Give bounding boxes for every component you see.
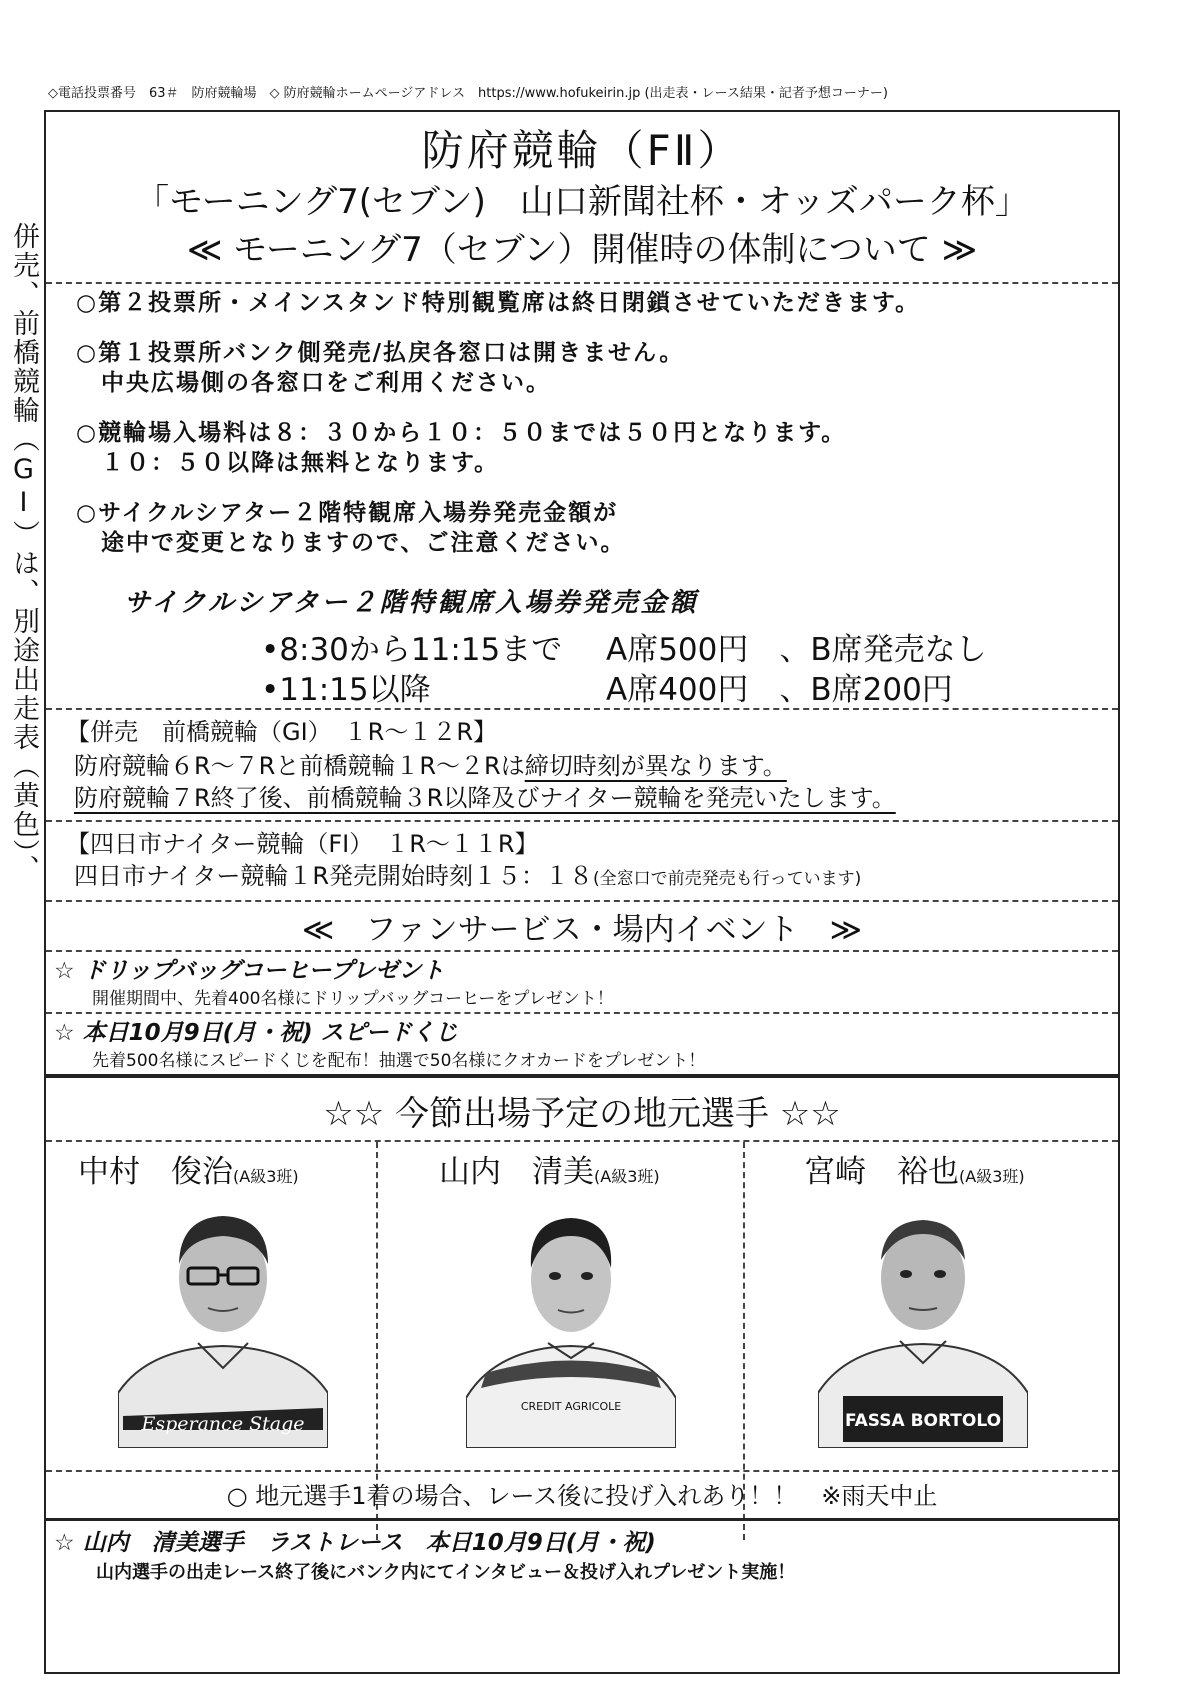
notice-item: ○サイクルシアター２階特観席入場券発売金額が [76,500,619,526]
maebashi-line-b: 締切時刻が異なります。 [524,752,787,780]
price-heading: サイクルシアター２階特観席入場券発売金額 [124,588,699,618]
maebashi-heading: 【併売 前橋競輪（GⅠ） １R～１２R】 [66,718,498,746]
divider [46,900,1118,902]
maebashi-line [74,746,787,781]
yokkaichi-heading: 【四日市ナイター競輪（FⅠ） １R～１１R】 [66,830,539,858]
event-description: 先着500名様にスピードくじを配布！抽選で50名様にクオカードをプレゼント！ [92,1051,706,1071]
notice-item: １０：５０以降は無料となります。 [76,450,500,476]
last-race-description: 山内選手の出走レース終了後にバンク内にてインタビュー＆投げ入れプレゼント実施！ [96,1562,796,1583]
header-line: ◇電話投票番号 63＃ 防府競輪場 ◇ 防府競輪ホームページアドレス https://www.hofukeirin.jp (出走表・レース結果・記者予想コーナー) [48,86,888,101]
last-race-title: ☆ 山内 清美選手 ラストレース 本日10月9日(月・祝) [54,1530,656,1556]
divider [46,708,1118,710]
notice-item: 途中で変更となりますので、ご注意ください。 [76,530,626,556]
maebashi-line: 防府競輪７R終了後、前橋競輪３R以降及びナイター競輪を発売いたします。 [74,784,896,812]
rider-photo [466,1198,676,1448]
divider [46,1470,1118,1472]
rider-name: 中村 俊治(A級3班) [78,1154,299,1190]
yokkaichi-note: (全窓口で前売発売も行っています) [593,869,862,889]
notice-item: ○第２投票所・メインスタンド特別観覧席は終日閉鎖させていただきます。 [76,290,921,316]
price-time: •11:15以降 [261,672,431,708]
divider [46,820,1118,822]
event-subtitle: 「モーニング7(セブン) 山口新聞社杯・オッズパーク杯」 [135,182,1029,222]
event-description: 開催期間中、先着400名様にドリップバッグコーヒーをプレゼント！ [92,989,614,1009]
riders-box [44,1076,1120,1674]
yokkaichi-time: 四日市ナイター競輪１R発売開始時刻１５：１８ [74,862,593,890]
bonus-line: ○ 地元選手1着の場合、レース後に投げ入れあり！！ ※雨天中止 [226,1482,938,1510]
side-note: 併売、前橋競輪（GⅠ）は、別途出走表（黄色）、 [8,222,39,884]
notice-heading: ≪ モーニング7（セブン）開催時の体制について ≫ [186,230,978,270]
rider-photo [118,1198,328,1448]
event-title: ☆ ドリップバッグコーヒープレゼント [54,958,445,984]
notice-item: ○競輪場入場料は８：３０から１０：５０までは５０円となります。 [76,420,847,446]
yokkaichi-line [74,856,861,891]
price-value: A席400円 、B席200円 [606,672,953,708]
fan-service-heading: ≪ ファンサービス・場内イベント ≫ [301,912,863,948]
notice-item: 中央広場側の各窓口をご利用ください。 [76,370,551,396]
riders-heading: ☆☆ 今節出場予定の地元選手 ☆☆ [323,1094,841,1134]
main-notice-box [44,110,1120,1076]
divider [46,1140,1118,1142]
maebashi-line-a: 防府競輪６R～７Rと前橋競輪１R～２Rは [74,752,525,780]
event-title: ☆ 本日10月9日(月・祝) スピードくじ [54,1020,458,1046]
rider-photo [818,1198,1028,1448]
divider [46,1518,1118,1521]
jersey-text: FASSA BORTOLO [844,1411,1002,1431]
notice-item: ○第１投票所バンク側発売/払戻各窓口は開きません。 [76,340,685,366]
price-value: A席500円 、B席発売なし [606,632,987,668]
page-title: 防府競輪（FⅡ） [421,126,743,175]
jersey-text: Esperance Stage [141,1413,305,1435]
rider-name: 山内 清美(A級3班) [439,1154,660,1190]
rider-name: 宮崎 裕也(A級3班) [804,1154,1025,1190]
jersey-text: CREDIT AGRICOLE [520,1400,622,1413]
price-time: •8:30から11:15まで [261,632,563,668]
